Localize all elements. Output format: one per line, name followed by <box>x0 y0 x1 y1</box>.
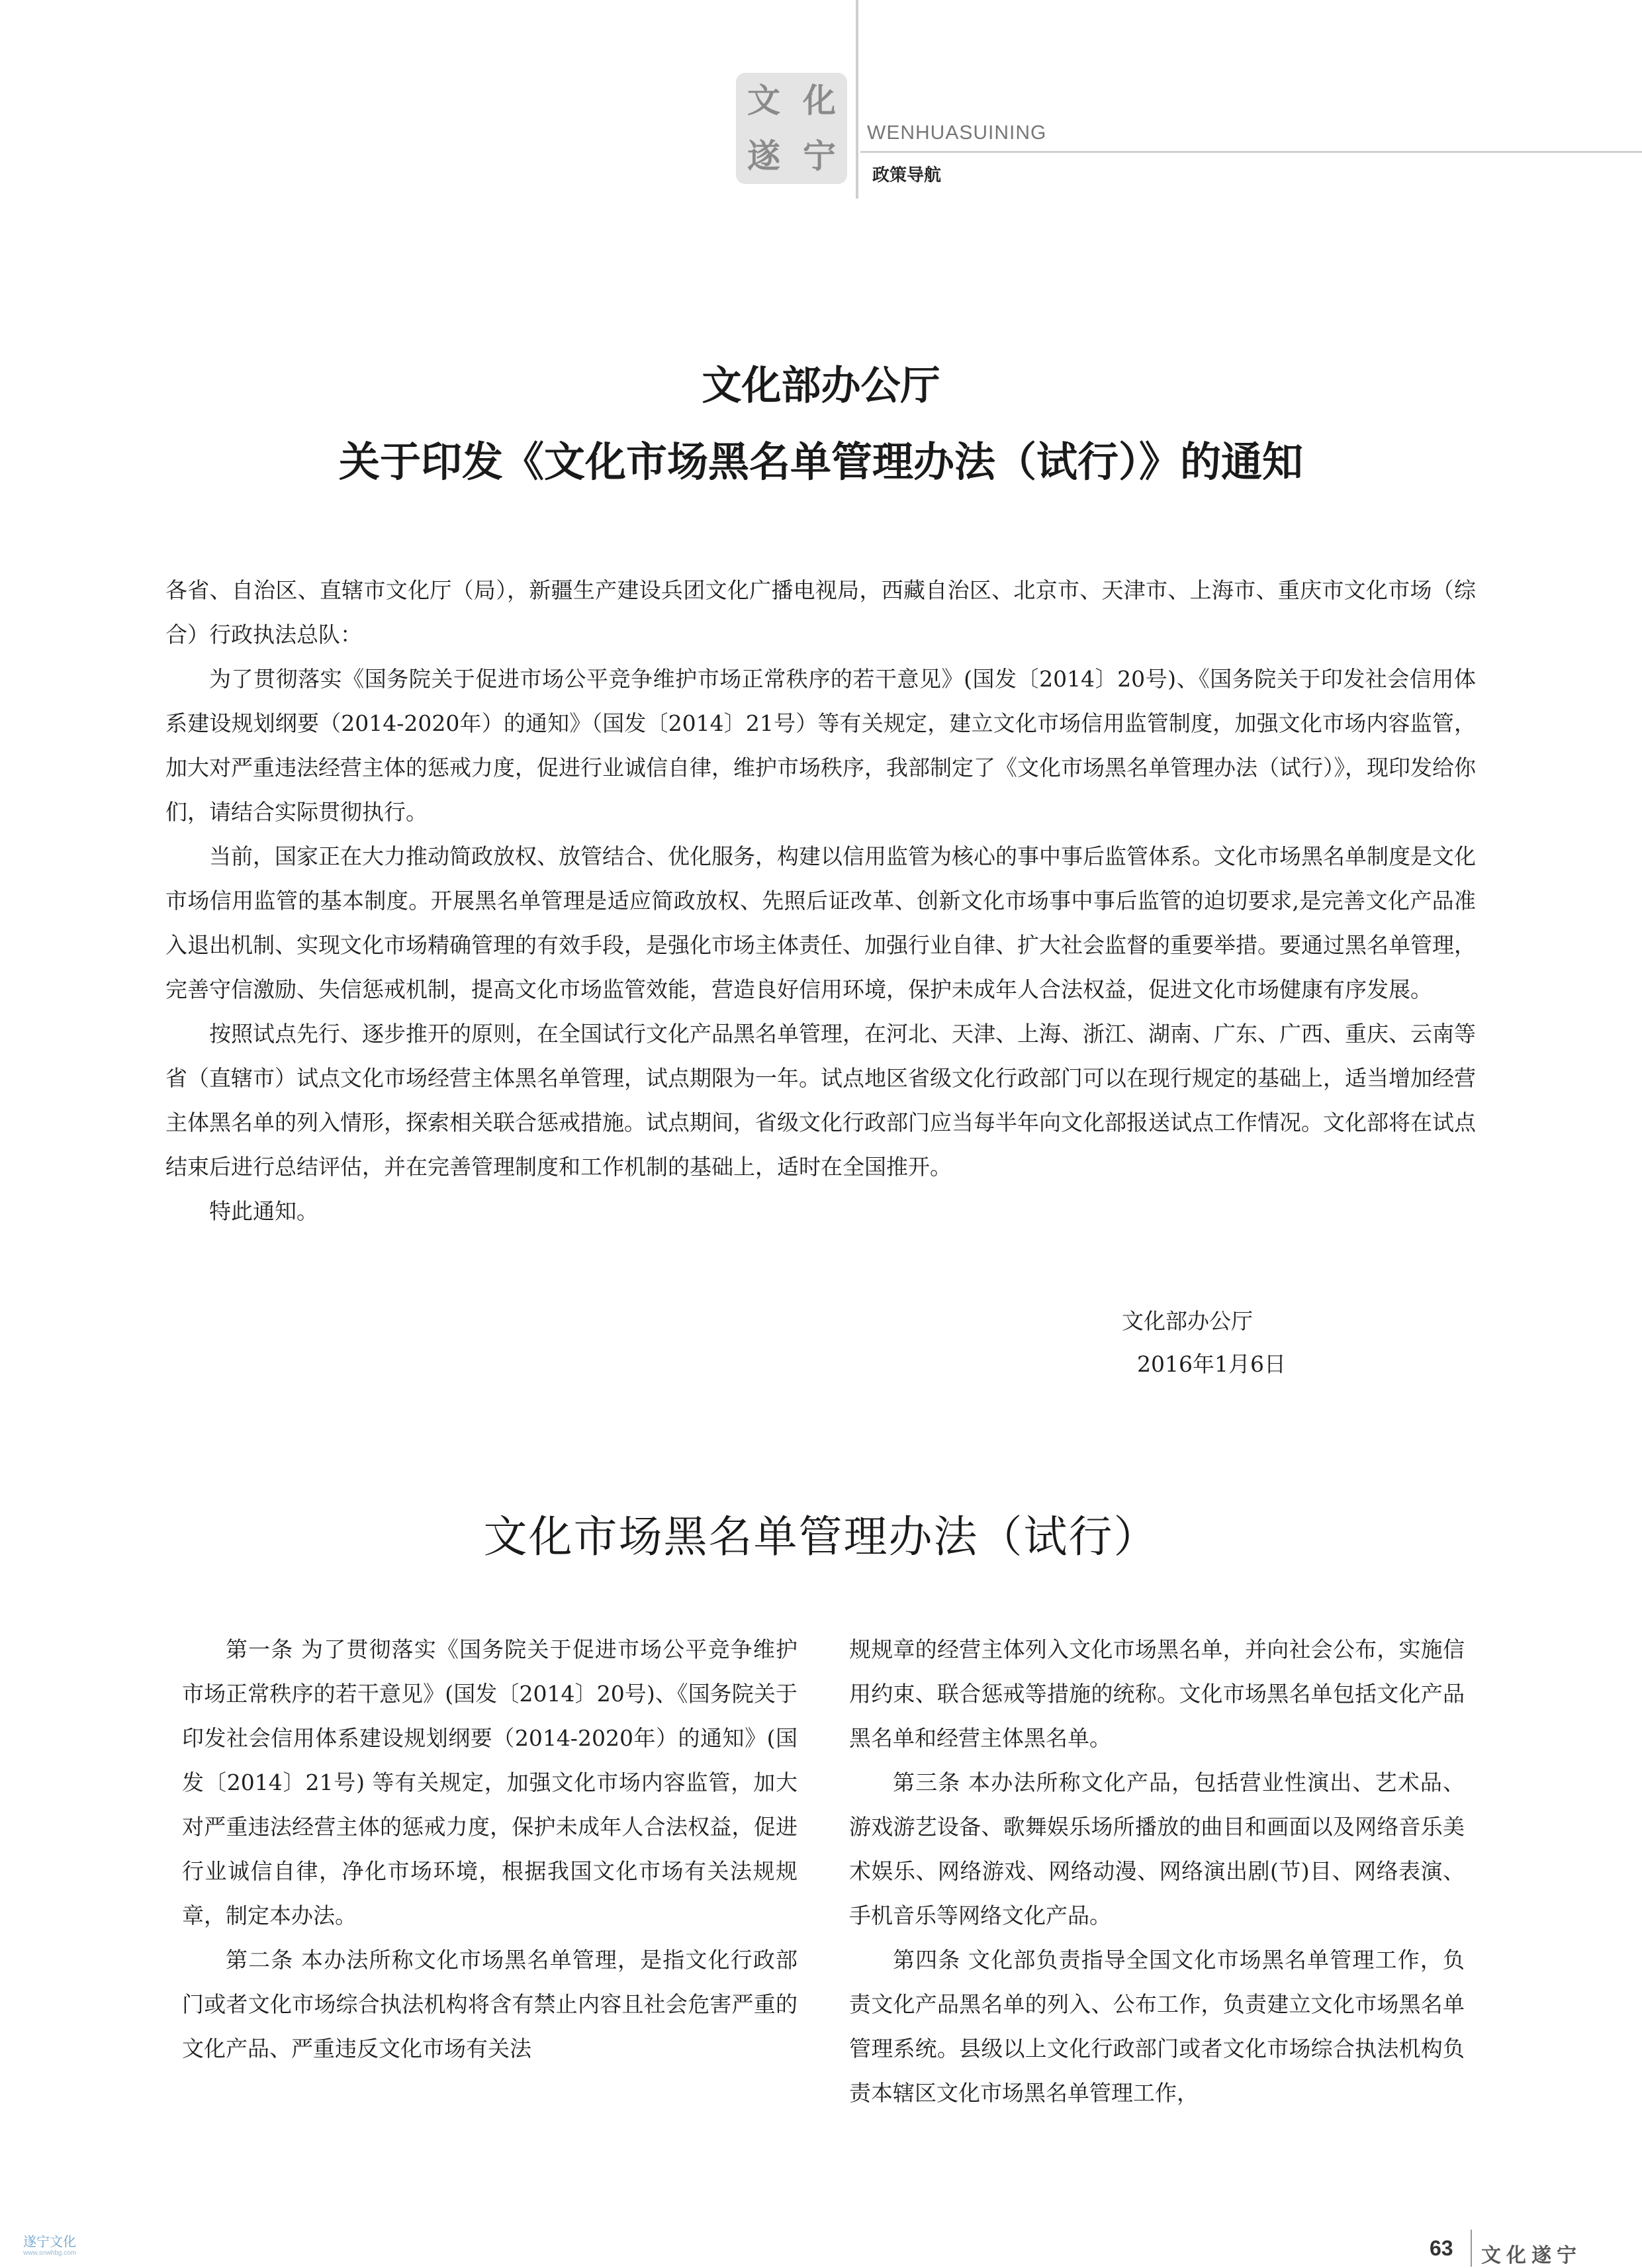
measures-right-column <box>849 1627 1465 2115</box>
notice-paragraph: 当前，国家正在大力推动简政放权、放管结合、优化服务，构建以信用监管为核心的事中事后监管体系。文化市场黑名单制度是文化市场信用监管的基本制度。开展黑名单管理是适应简政放权、先照后证改革、创新文化市场事中事后监管的迫切要求,是完善文化产品准入退出机制、实现文化市场精确管理的有效手段，是强化市场主体责任、加强行业自律、扩大社会监督的重要举措。要通过黑名单管理，完善守信激励、失信惩戒机制，提高文化市场监管效能，营造良好信用环境，保护未成年人合法权益，促进文化市场健康有序发展。 <box>165 843 1476 1002</box>
notice-paragraph: 按照试点先行、逐步推开的原则，在全国试行文化产品黑名单管理，在河北、天津、上海、浙江、湖南、广东、广西、重庆、云南等省（直辖市）试点文化市场经营主体黑名单管理，试点期限为一年。试点地区省级文化行政部门可以在现行规定的基础上，适当增加经营主体黑名单的列入情形，探索相关联合惩戒措施。试点期间，省级文化行政部门应当每半年向文化部报送试点工作情况。文化部将在试点结束后进行总结评估，并在完善管理制度和工作机制的基础上，适时在全国推开。 <box>165 1021 1476 1180</box>
measures-left-column <box>182 1627 798 2071</box>
measures-title: 文化市场黑名单管理办法（试行） <box>483 1511 1159 1562</box>
notice-body <box>165 568 1476 1233</box>
footer-magazine-name: 文化遂宁 <box>1481 2244 1582 2267</box>
watermark-logo: 遂宁文化 <box>23 2234 76 2249</box>
article-paragraph: 规规章的经营主体列入文化市场黑名单，并向社会公布，实施信用约束、联合惩戒等措施的统称。文化市场黑名单包括文化产品黑名单和经营主体黑名单。 <box>849 1636 1465 1751</box>
notice-title-line2: 关于印发《文化市场黑名单管理办法（试行）》的通知 <box>338 438 1303 486</box>
article-paragraph: 第三条 本办法所称文化产品，包括营业性演出、艺术品、游戏游艺设备、歌舞娱乐场所播放的曲目和画面以及网络音乐美术娱乐、网络游戏、网络动漫、网络演出剧(节)目、网络表演、手机音乐等网络文化产品。 <box>849 1770 1465 1928</box>
site-name: WENHUASUINING <box>867 122 1047 144</box>
logo-char: 化 <box>803 81 836 120</box>
logo-char: 遂 <box>747 136 780 175</box>
notice-signature: 文化部办公厅 <box>1122 1308 1253 1334</box>
header-vertical-rule <box>856 0 858 199</box>
notice-paragraph: 为了贯彻落实《国务院关于促进市场公平竞争维护市场正常秩序的若干意见》(国发〔2014〕20号)、《国务院关于印发社会信用体系建设规划纲要（2014-2020年）的通知》（国发〔2014〕21号）等有关规定，建立文化市场信用监管制度，加强文化市场内容监管，加大对严重违法经营主体的惩戒力度，促进行业诚信自律，维护市场秩序，我部制定了《文化市场黑名单管理办法（试行）》，现印发给你们，请结合实际贯彻执行。 <box>165 666 1476 825</box>
magazine-logo <box>736 73 847 184</box>
watermark-url: www.snwhbg.com <box>23 2249 77 2257</box>
notice-date: 2016年1月6日 <box>1137 1351 1286 1377</box>
notice-title-line1: 文化部办公厅 <box>702 363 940 409</box>
article-paragraph: 第四条 文化部负责指导全国文化市场黑名单管理工作，负责文化产品黑名单的列入、公布工作，负责建立文化市场黑名单管理系统。县级以上文化行政部门或者文化市场综合执法机构负责本辖区文化市场黑名单管理工作， <box>849 1947 1465 2106</box>
notice-closing: 特此通知。 <box>209 1198 318 1224</box>
logo-char: 文 <box>747 81 780 120</box>
article-paragraph: 第一条 为了贯彻落实《国务院关于促进市场公平竞争维护市场正常秩序的若干意见》(国发〔2014〕20号)、《国务院关于印发社会信用体系建设规划纲要（2014-2020年）的通知》(国发〔2014〕21号) 等有关规定，加强文化市场内容监管，加大对严重违法经营主体的惩戒力度，保护未成年人合法权益，促进行业诚信自律，净化市场环境，根据我国文化市场有关法规规章，制定本办法。 <box>182 1636 798 1928</box>
page-number: 63 <box>1430 2236 1453 2260</box>
header-horizontal-rule <box>860 151 1642 153</box>
article-paragraph: 第二条 本办法所称文化市场黑名单管理，是指文化行政部门或者文化市场综合执法机构将含有禁止内容且社会危害严重的文化产品、严重违反文化市场有关法 <box>182 1947 798 2061</box>
footer-divider <box>1471 2230 1472 2267</box>
logo-char: 宁 <box>803 136 836 175</box>
section-label: 政策导航 <box>872 165 942 185</box>
notice-addressee: 各省、自治区、直辖市文化厅（局），新疆生产建设兵团文化广播电视局，西藏自治区、北京市、天津市、上海市、重庆市文化市场（综合）行政执法总队： <box>165 577 1476 647</box>
